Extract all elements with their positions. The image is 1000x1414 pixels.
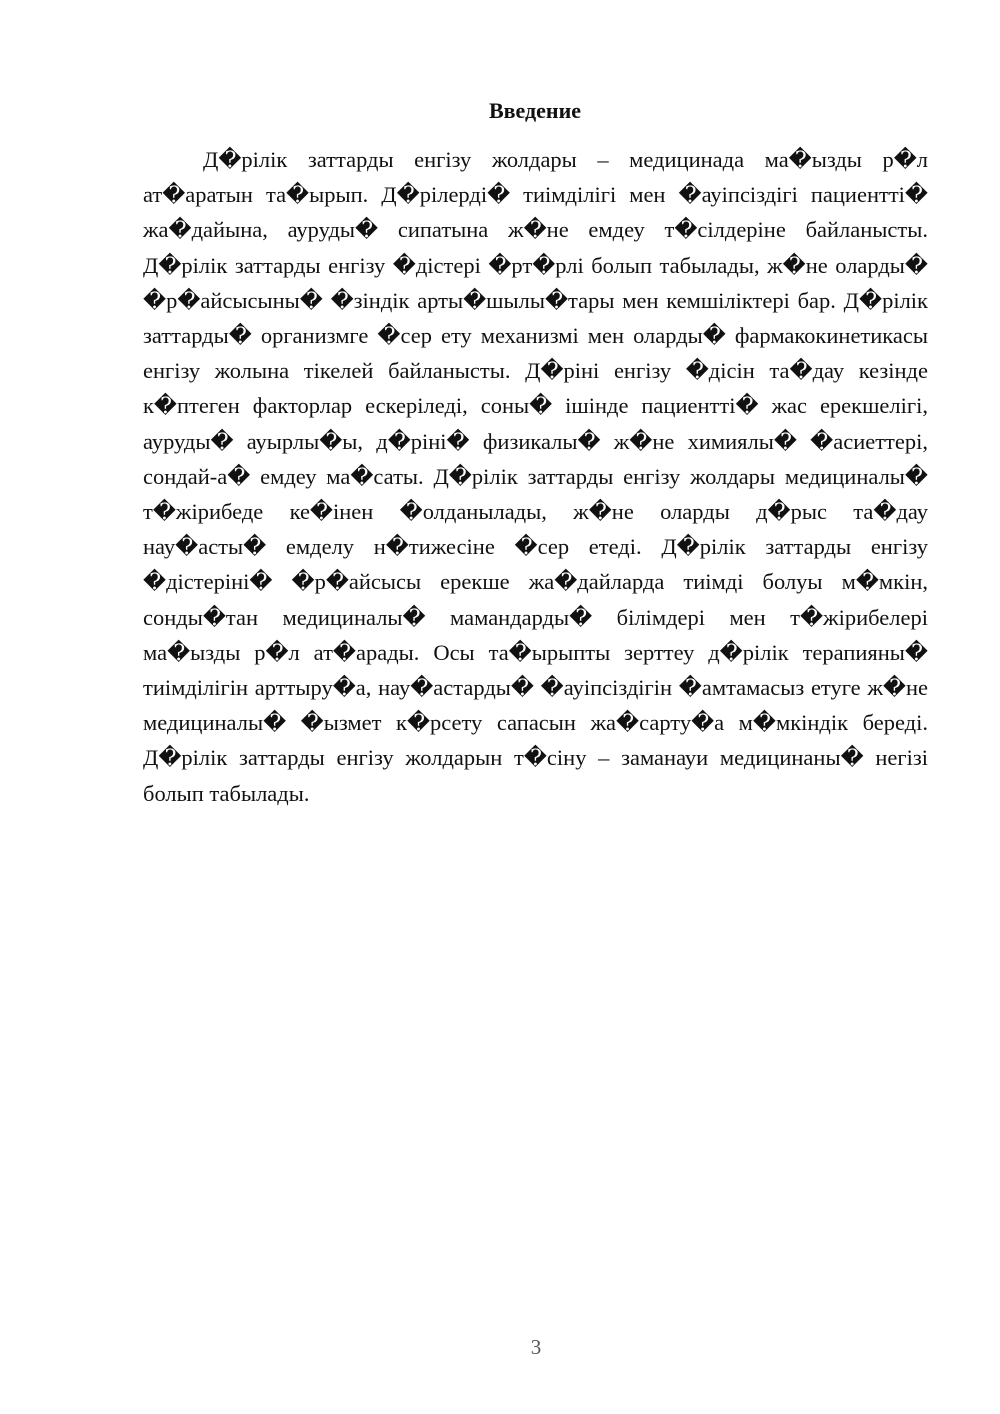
body-paragraph: Д�рілік заттарды енгізу жолдары – медицинада ма�ызды р�л ат�аратын та�ырып. Д�рілерді� тиімділігі мен �ауіпсіздігі пациентті� жа�дайына, ауруды� сипатына ж�не емдеу т�сілдеріне байланысты. Д�рілік заттарды енгізу �дістері �рт�рлі болып табылады, ж�не оларды� �р�айсысыны� �зіндік арты�шылы�тары мен кемшіліктері бар. Д�рілік заттарды� организмге �сер ету механизмі мен оларды� фармакокинетикасы енгізу жолына тікелей байланысты. Д�ріні енгізу �дісін та�дау кезінде к�птеген факторлар ескеріледі, соны� ішінде пациентті� жас ерекшелігі, ауруды� ауырлы�ы, д�ріні� физикалы� ж�не химиялы� �асиеттері, сондай-а� емдеу ма�саты. Д�рілік заттарды енгізу жолдары медициналы� т�жірибеде ке�інен �олданылады, ж�не оларды д�рыс та�дау нау�асты� емделу н�тижесіне �сер етеді. Д�рілік заттарды енгізу �дістеріні� �р�айсысы ерекше жа�дайларда тиімді болуы м�мкін, сонды�тан медициналы� мамандарды� білімдері мен т�жірибелері ма�ызды р�л ат�арады. Осы та�ырыпты зерттеу д�рілік терапияны� тиімділігін арттыру�а, нау�астарды� �ауіпсіздігін �амтамасыз етуге ж�не медициналы� �ызмет к�рсету сапасын жа�сарту�а м�мкіндік береді. Д�рілік заттарды енгізу жолдарын т�сіну – заманауи медицинаны� негізі болып табылады.	[143, 147, 928, 806]
page-number: 3	[530, 1335, 542, 1359]
section-title: Введение	[488, 98, 582, 123]
